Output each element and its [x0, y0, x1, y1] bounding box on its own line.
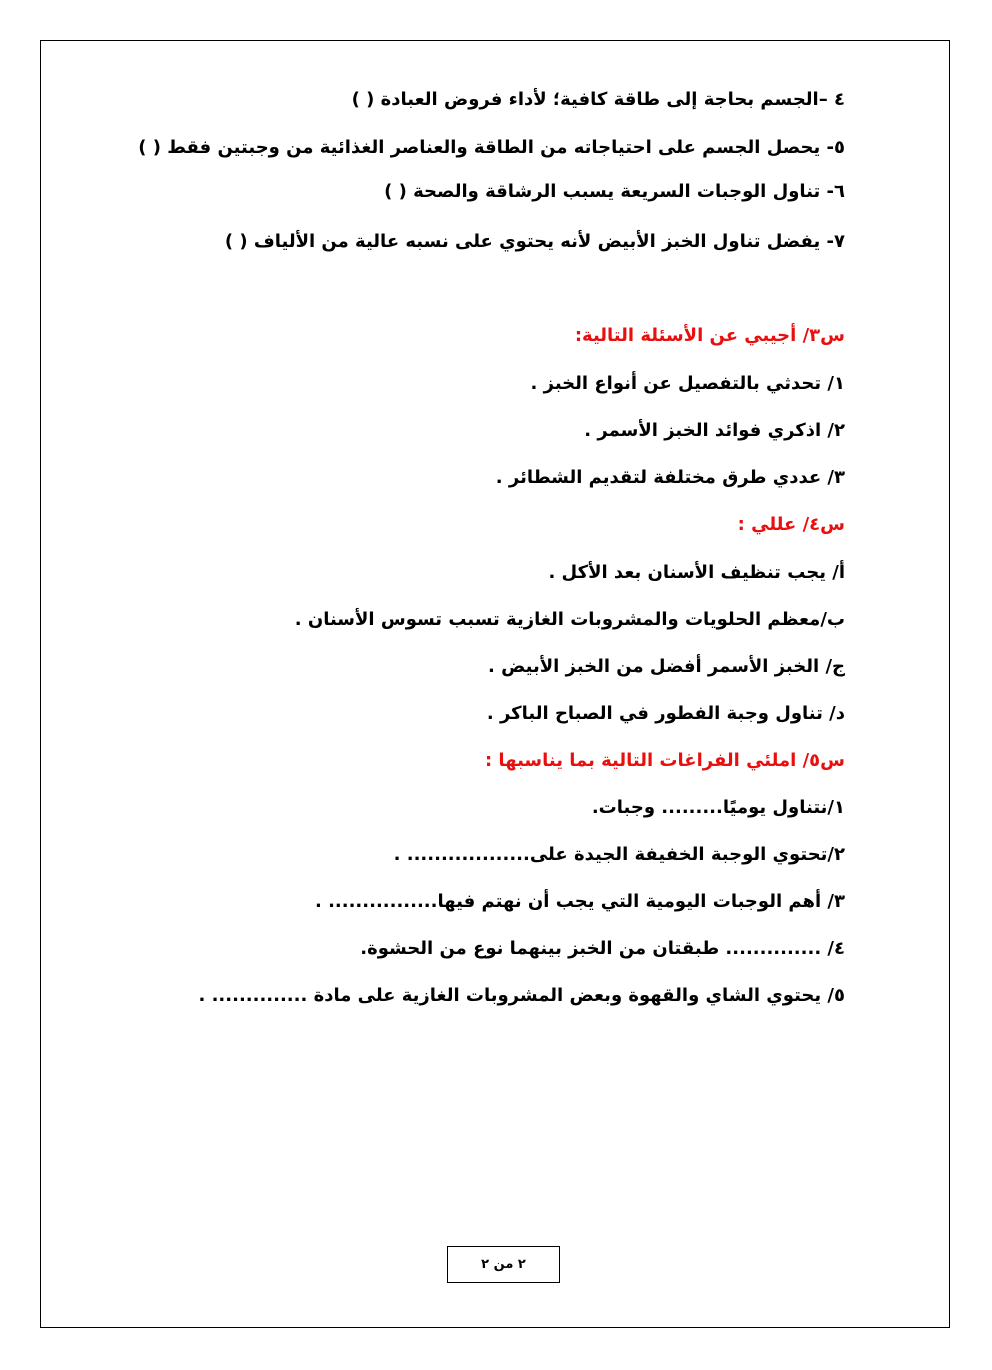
true-false-item-7: ٧- يفضل تناول الخبز الأبيض لأنه يحتوي على نسبه عالية من الألياف ( ): [224, 231, 845, 252]
question-4-item-a: أ/ يجب تنظيف الأسنان بعد الأكل .: [548, 562, 845, 583]
true-false-item-5: ٥- يحصل الجسم على احتياجاته من الطاقة والعناصر الغذائية من وجبتين فقط ( ): [138, 137, 845, 158]
page-number-box: [447, 1246, 560, 1283]
true-false-item-4: ٤ –الجسم بحاجة إلى طاقة كافية؛ لأداء فروض العبادة ( ): [351, 89, 845, 110]
question-3-heading: س٣/ أجيبي عن الأسئلة التالية:: [574, 325, 845, 346]
question-4-item-b: ب/معظم الحلويات والمشروبات الغازية تسبب تسوس الأسنان .: [294, 609, 845, 630]
question-5-item-1: ١/نتناول يوميًا......... وجبات.: [591, 797, 845, 818]
question-5-heading: س٥/ املئي الفراغات التالية بما يناسبها :: [484, 750, 845, 771]
question-3-item-1: ١/ تحدثي بالتفصيل عن أنواع الخبز .: [530, 373, 845, 394]
question-5-item-4: ٤/ .............. طبقتان من الخبز بينهما نوع من الحشوة.: [360, 938, 845, 959]
question-5-item-2: ٢/تحتوي الوجبة الخفيفة الجيدة على.................. .: [393, 844, 845, 865]
question-3-item-3: ٣/ عددي طرق مختلفة لتقديم الشطائر .: [495, 467, 845, 488]
question-5-item-3: ٣/ أهم الوجبات اليومية التي يجب أن نهتم فيها................ .: [314, 891, 845, 912]
question-4-item-c: ج/ الخبز الأسمر أفضل من الخبز الأبيض .: [487, 656, 845, 677]
question-4-item-d: د/ تناول وجبة الفطور في الصباح الباكر .: [486, 703, 845, 724]
question-4-heading: س٤/ عللي :: [737, 514, 845, 535]
question-3-item-2: ٢/ اذكري فوائد الخبز الأسمر .: [584, 420, 845, 441]
page-number-label: ٢ من ٢: [481, 1257, 526, 1272]
true-false-item-6: ٦- تناول الوجبات السريعة يسبب الرشاقة والصحة ( ): [384, 181, 845, 202]
question-5-item-5: ٥/ يحتوي الشاي والقهوة وبعض المشروبات الغازية على مادة .............. .: [198, 985, 845, 1006]
